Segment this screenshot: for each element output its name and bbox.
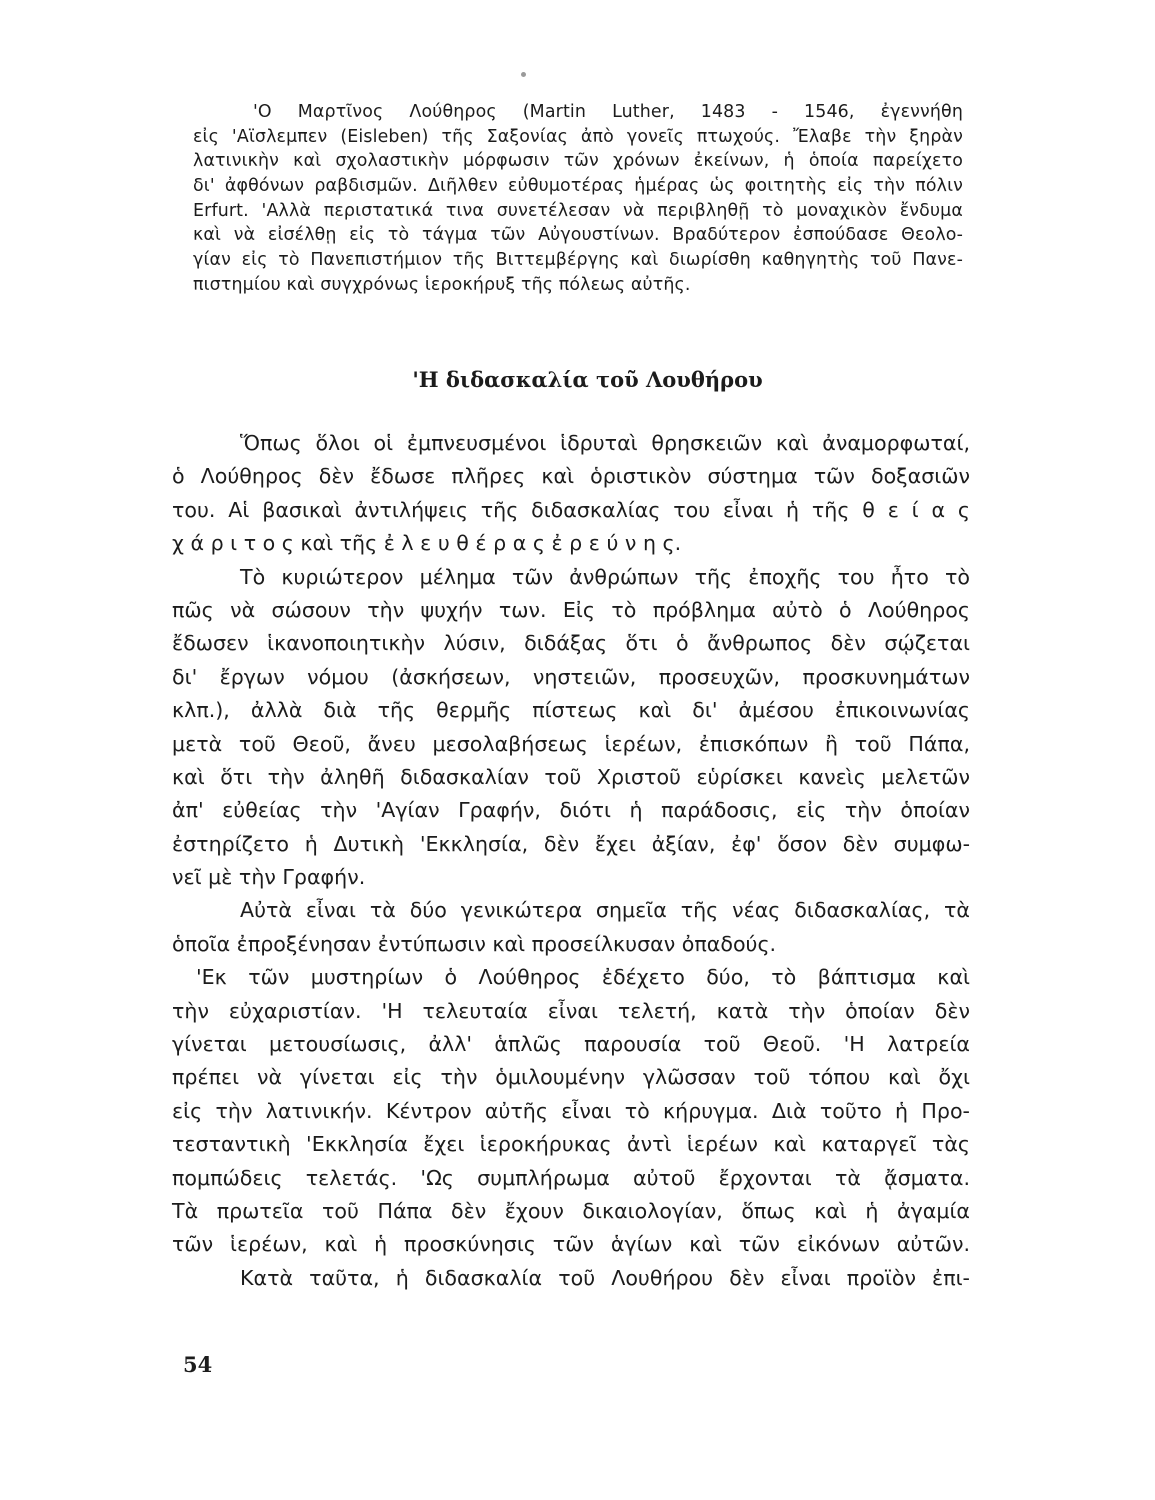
bio-line: γίαν εἰς τὸ Πανεπιστήμιον τῆς Βιττεμβέργης καὶ διωρίσθη καθηγητὴς τοῦ Πανε- [193,250,963,271]
body-line: μετὰ τοῦ Θεοῦ, ἄνευ μεσολαβήσεως ἱερέων, ἐπισκόπων ἢ τοῦ Πάπα, [172,731,970,756]
section-heading: 'Η διδασκαλία τοῦ Λουθήρου [412,367,763,392]
body-line: χ ά ρ ι τ ο ς καὶ τῆς ἐ λ ε υ θ έ ρ α ς ἐ ρ ε ύ ν η ς. [172,531,682,556]
bio-line: λατινικὴν καὶ σχολαστικὴν μόρφωσιν τῶν χρόνων ἐκείνων, ἡ ὁποία παρείχετο [193,151,963,172]
bio-line: εἰς 'Αϊσλεμπεν (Eisleben) τῆς Σαξονίας ἀπὸ γονεῖς πτωχούς. Ἔλαβε τὴν ξηρὰν [193,126,963,147]
bio-line: δι' ἀφθόνων ραβδισμῶν. Διῆλθεν εὐθυμοτέρας ἡμέρας ὡς φοιτητὴς εἰς τὴν πόλιν [193,176,963,197]
body-line: πρέπει νὰ γίνεται εἰς τὴν ὁμιλουμένην γλῶσσαν τοῦ τόπου καὶ ὄχι [172,1065,970,1090]
body-line: πομπώδεις τελετάς. 'Ως συμπλήρωμα αὐτοῦ ἔρχονται τὰ ᾄσματα. [172,1165,970,1190]
biography-paragraph [193,100,963,298]
body-line: ἐστηρίζετο ἡ Δυτικὴ 'Εκκλησία, δὲν ἔχει ἀξίαν, ἐφ' ὅσον δὲν συμφω- [172,831,970,856]
page-number: 54 [183,1352,213,1377]
body-line: τῶν ἱερέων, καὶ ἡ προσκύνησις τῶν ἁγίων καὶ τῶν εἰκόνων αὐτῶν. [172,1232,970,1257]
body-line: Τὸ κυριώτερον μέλημα τῶν ἀνθρώπων τῆς ἐποχῆς του ἦτο τὸ [240,564,970,589]
bio-line: 'Ο Μαρτῖνος Λούθηρος (Martin Luther, 1483 - 1546, ἐγεννήθη [253,102,963,122]
bio-line: πιστημίου καὶ συγχρόνως ἱεροκήρυξ τῆς πόλεως αὐτῆς. [193,274,691,295]
bio-line: Erfurt. 'Αλλὰ περιστατικά τινα συνετέλεσαν νὰ περιβληθῇ τὸ μοναχικὸν ἔνδυμα [193,200,963,221]
body-line: ἔδωσεν ἱκανοποιητικὴν λύσιν, διδάξας ὅτι ὁ ἄνθρωπος δὲν σῴζεται [172,631,970,656]
body-line: Αὐτὰ εἶναι τὰ δύο γενικώτερα σημεῖα τῆς νέας διδασκαλίας, τὰ [240,898,970,923]
body-line: τεσταντικὴ 'Εκκλησία ἔχει ἱεροκήρυκας ἀντὶ ἱερέων καὶ καταργεῖ τὰς [172,1132,970,1157]
body-line: Κατὰ ταῦτα, ἡ διδασκαλία τοῦ Λουθήρου δὲν εἶναι προϊὸν ἐπι- [240,1265,970,1290]
body-line: του. Αἱ βασικαὶ ἀντιλήψεις τῆς διδασκαλίας του εἶναι ἡ τῆς θ ε ί α ς [172,497,970,522]
print-speck [521,72,526,77]
main-text [172,427,970,1295]
body-line: πῶς νὰ σώσουν τὴν ψυχήν των. Εἰς τὸ πρόβλημα αὐτὸ ὁ Λούθηρος [172,597,970,622]
body-line: καὶ ὅτι τὴν ἀληθῆ διδασκαλίαν τοῦ Χριστοῦ εὑρίσκει κανεὶς μελετῶν [172,764,970,789]
body-line: ἀπ' εὐθείας τὴν 'Αγίαν Γραφήν, διότι ἡ παράδοσις, εἰς τὴν ὁποίαν [172,798,970,823]
body-line: κλπ.), ἀλλὰ διὰ τῆς θερμῆς πίστεως καὶ δι' ἀμέσου ἐπικοινωνίας [172,698,970,723]
body-line: νεῖ μὲ τὴν Γραφήν. [172,865,366,890]
body-line: ὁ Λούθηρος δὲν ἔδωσε πλῆρες καὶ ὁριστικὸν σύστημα τῶν δοξασιῶν [172,464,970,489]
body-line: ὁποῖα ἐπροξένησαν ἐντύπωσιν καὶ προσείλκυσαν ὀπαδούς. [172,931,777,956]
body-line: εἰς τὴν λατινικήν. Κέντρον αὐτῆς εἶναι τὸ κήρυγμα. Διὰ τοῦτο ἡ Προ- [172,1098,970,1123]
bio-line: καὶ νὰ εἰσέλθῃ εἰς τὸ τάγμα τῶν Αὐγουστίνων. Βραδύτερον ἐσπούδασε Θεολο- [193,225,963,246]
body-line: 'Εκ τῶν μυστηρίων ὁ Λούθηρος ἐδέχετο δύο, τὸ βάπτισμα καὶ [196,965,970,990]
body-line: τὴν εὐχαριστίαν. 'Η τελευταία εἶναι τελετή, κατὰ τὴν ὁποίαν δὲν [172,998,970,1023]
body-line: γίνεται μετουσίωσις, ἀλλ' ἁπλῶς παρουσία τοῦ Θεοῦ. 'Η λατρεία [172,1032,970,1057]
body-line: Ὅπως ὅλοι οἱ ἐμπνευσμένοι ἱδρυταὶ θρησκειῶν καὶ ἀναμορφωταί, [240,431,970,455]
body-line: Τὰ πρωτεῖα τοῦ Πάπα δὲν ἔχουν δικαιολογίαν, ὅπως καὶ ἡ ἀγαμία [172,1198,970,1223]
body-line: δι' ἔργων νόμου (ἀσκήσεων, νηστειῶν, προσευχῶν, προσκυνημάτων [172,664,970,689]
